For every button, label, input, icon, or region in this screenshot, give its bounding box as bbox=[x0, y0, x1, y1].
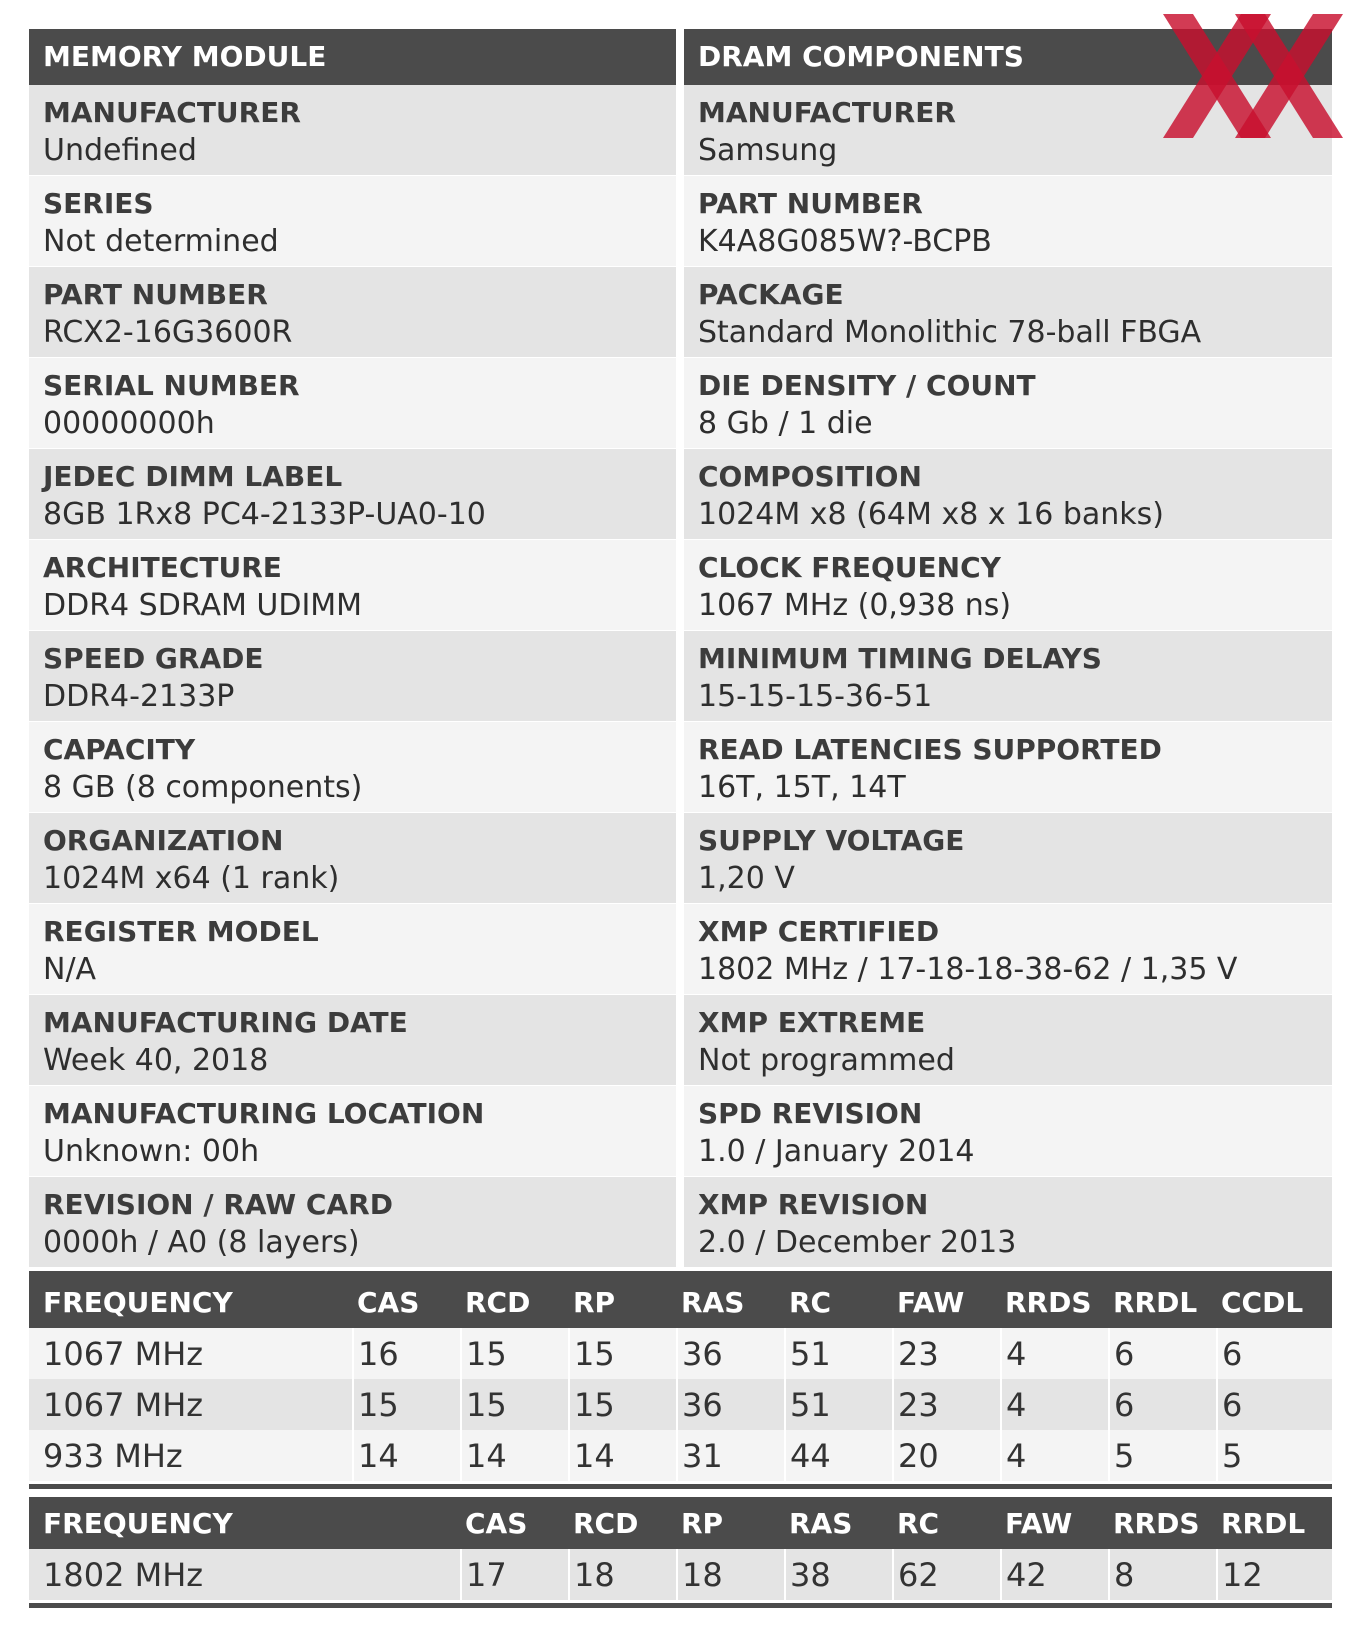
field-label: REGISTER MODEL bbox=[43, 915, 319, 948]
field-value: 2.0 / December 2013 bbox=[698, 1225, 1017, 1260]
field-value: 1.0 / January 2014 bbox=[698, 1134, 975, 1169]
column-header: RAS bbox=[785, 1497, 893, 1549]
column-header: CAS bbox=[353, 1276, 461, 1328]
table-cell: 51 bbox=[785, 1328, 893, 1379]
field-value: Not determined bbox=[43, 224, 279, 259]
table-cell: 23 bbox=[893, 1328, 1001, 1379]
table-cell: 16 bbox=[353, 1328, 461, 1379]
memory-module-field bbox=[29, 904, 676, 995]
field-label: DIE DENSITY / COUNT bbox=[698, 369, 1036, 402]
memory-module-field bbox=[29, 813, 676, 904]
field-value: 8 Gb / 1 die bbox=[698, 406, 873, 441]
dram-component-field bbox=[684, 995, 1332, 1086]
table-cell: 18 bbox=[677, 1549, 785, 1600]
field-label: CAPACITY bbox=[43, 733, 196, 766]
column-header: CAS bbox=[461, 1497, 569, 1549]
table-cell: 6 bbox=[1217, 1379, 1332, 1430]
field-value: 00000000h bbox=[43, 406, 215, 441]
field-label: PART NUMBER bbox=[698, 187, 923, 220]
table-cell: 51 bbox=[785, 1379, 893, 1430]
table-cell: 4 bbox=[1001, 1430, 1109, 1481]
column-header: RRDL bbox=[1109, 1276, 1217, 1328]
memory-module-header: MEMORY MODULE bbox=[29, 29, 676, 85]
table-cell: 12 bbox=[1217, 1549, 1332, 1600]
column-header: CCDL bbox=[1217, 1276, 1332, 1328]
table-cell: 20 bbox=[893, 1430, 1001, 1481]
field-value: 1,20 V bbox=[698, 861, 795, 896]
field-label: READ LATENCIES SUPPORTED bbox=[698, 733, 1162, 766]
table-cell: 14 bbox=[461, 1430, 569, 1481]
column-header: FAW bbox=[893, 1276, 1001, 1328]
dram-component-field bbox=[684, 176, 1332, 267]
memory-module-field bbox=[29, 1086, 676, 1177]
table-row bbox=[29, 1549, 1332, 1600]
field-value: K4A8G085W?-BCPB bbox=[698, 224, 992, 259]
table-cell: 18 bbox=[569, 1549, 677, 1600]
field-value: DDR4 SDRAM UDIMM bbox=[43, 588, 363, 623]
field-label: JEDEC DIMM LABEL bbox=[43, 460, 343, 493]
field-label: ARCHITECTURE bbox=[43, 551, 282, 584]
column-header: RRDL bbox=[1217, 1497, 1332, 1549]
column-header: RC bbox=[785, 1276, 893, 1328]
table-cell: 17 bbox=[461, 1549, 569, 1600]
memory-module-field bbox=[29, 358, 676, 449]
field-label: MANUFACTURER bbox=[698, 96, 956, 129]
field-value: Week 40, 2018 bbox=[43, 1043, 269, 1078]
table-cell: 1067 MHz bbox=[29, 1379, 353, 1430]
field-label: COMPOSITION bbox=[698, 460, 922, 493]
column-header: RCD bbox=[461, 1276, 569, 1328]
dram-component-field bbox=[684, 358, 1332, 449]
table-row bbox=[29, 1430, 1332, 1481]
field-value: 16T, 15T, 14T bbox=[698, 770, 906, 805]
table-cell: 8 bbox=[1109, 1549, 1217, 1600]
dram-component-field bbox=[684, 267, 1332, 358]
dram-component-field bbox=[684, 1086, 1332, 1177]
field-label: PACKAGE bbox=[698, 278, 844, 311]
table-cell: 15 bbox=[353, 1379, 461, 1430]
field-label: XMP CERTIFIED bbox=[698, 915, 940, 948]
field-value: 15-15-15-36-51 bbox=[698, 679, 933, 714]
field-value: Undefined bbox=[43, 133, 197, 168]
dram-component-field bbox=[684, 631, 1332, 722]
table-cell: 15 bbox=[569, 1379, 677, 1430]
dram-component-field bbox=[684, 449, 1332, 540]
memory-module-field bbox=[29, 449, 676, 540]
section-divider bbox=[29, 1603, 1332, 1608]
memory-module-field bbox=[29, 176, 676, 267]
table-cell: 38 bbox=[785, 1549, 893, 1600]
table-cell: 23 bbox=[893, 1379, 1001, 1430]
xmp-timing-header-row bbox=[29, 1497, 1332, 1549]
memory-module-field bbox=[29, 995, 676, 1086]
table-cell: 4 bbox=[1001, 1328, 1109, 1379]
field-value: DDR4-2133P bbox=[43, 679, 235, 714]
field-label: SERIES bbox=[43, 187, 154, 220]
table-cell: 44 bbox=[785, 1430, 893, 1481]
dram-component-field bbox=[684, 722, 1332, 813]
field-value: Samsung bbox=[698, 133, 838, 168]
spd-sheet bbox=[29, 29, 1332, 1608]
table-row bbox=[29, 1328, 1332, 1379]
table-cell: 1067 MHz bbox=[29, 1328, 353, 1379]
field-value: 1024M x64 (1 rank) bbox=[43, 861, 340, 896]
field-label: MINIMUM TIMING DELAYS bbox=[698, 642, 1102, 675]
column-header: RRDS bbox=[1001, 1276, 1109, 1328]
field-label: CLOCK FREQUENCY bbox=[698, 551, 1001, 584]
field-value: 8 GB (8 components) bbox=[43, 770, 363, 805]
memory-module-field bbox=[29, 1177, 676, 1268]
field-value: 1802 MHz / 17-18-18-38-62 / 1,35 V bbox=[698, 952, 1238, 987]
field-value: 1067 MHz (0,938 ns) bbox=[698, 588, 1012, 623]
memory-module-field bbox=[29, 85, 676, 176]
xx-logo-icon bbox=[1163, 14, 1343, 138]
column-header: FAW bbox=[1001, 1497, 1109, 1549]
field-label: MANUFACTURER bbox=[43, 96, 301, 129]
field-label: SERIAL NUMBER bbox=[43, 369, 300, 402]
memory-module-field bbox=[29, 631, 676, 722]
dram-component-field bbox=[684, 813, 1332, 904]
field-label: SPD REVISION bbox=[698, 1097, 923, 1130]
table-cell: 15 bbox=[461, 1379, 569, 1430]
column-header: RC bbox=[893, 1497, 1001, 1549]
field-label: MANUFACTURING LOCATION bbox=[43, 1097, 485, 1130]
table-cell: 933 MHz bbox=[29, 1430, 353, 1481]
table-cell: 62 bbox=[893, 1549, 1001, 1600]
column-header: FREQUENCY bbox=[29, 1276, 353, 1328]
field-label: SPEED GRADE bbox=[43, 642, 264, 675]
field-value: 8GB 1Rx8 PC4-2133P-UA0-10 bbox=[43, 497, 486, 532]
column-header: RP bbox=[677, 1497, 785, 1549]
memory-module-field bbox=[29, 267, 676, 358]
table-cell: 15 bbox=[569, 1328, 677, 1379]
column-header: RAS bbox=[677, 1276, 785, 1328]
memory-module-field bbox=[29, 540, 676, 631]
column-header: RCD bbox=[569, 1497, 677, 1549]
table-cell: 36 bbox=[677, 1379, 785, 1430]
table-cell: 14 bbox=[569, 1430, 677, 1481]
table-cell: 42 bbox=[1001, 1549, 1109, 1600]
column-header: RP bbox=[569, 1276, 677, 1328]
field-value: Unknown: 00h bbox=[43, 1134, 260, 1169]
table-cell: 6 bbox=[1109, 1379, 1217, 1430]
table-cell: 5 bbox=[1217, 1430, 1332, 1481]
table-cell: 31 bbox=[677, 1430, 785, 1481]
dram-component-field bbox=[684, 904, 1332, 995]
spd-info-grid bbox=[29, 29, 1332, 1268]
field-label: REVISION / RAW CARD bbox=[43, 1188, 393, 1221]
table-cell: 14 bbox=[353, 1430, 461, 1481]
dram-component-field bbox=[684, 540, 1332, 631]
table-cell: 4 bbox=[1001, 1379, 1109, 1430]
dram-components-header: DRAM COMPONENTS bbox=[684, 29, 1332, 85]
field-label: SUPPLY VOLTAGE bbox=[698, 824, 965, 857]
field-value: Standard Monolithic 78-ball FBGA bbox=[698, 315, 1202, 350]
field-label: PART NUMBER bbox=[43, 278, 268, 311]
field-value: 1024M x8 (64M x8 x 16 banks) bbox=[698, 497, 1164, 532]
jedec-timing-table bbox=[29, 1276, 1332, 1481]
table-cell: 5 bbox=[1109, 1430, 1217, 1481]
table-cell: 36 bbox=[677, 1328, 785, 1379]
xmp-timing-table bbox=[29, 1497, 1332, 1600]
field-label: XMP REVISION bbox=[698, 1188, 929, 1221]
jedec-timing-header-row bbox=[29, 1276, 1332, 1328]
memory-module-field bbox=[29, 722, 676, 813]
table-cell: 6 bbox=[1109, 1328, 1217, 1379]
dram-component-field bbox=[684, 1177, 1332, 1268]
table-cell: 15 bbox=[461, 1328, 569, 1379]
field-value: N/A bbox=[43, 952, 97, 987]
column-header: FREQUENCY bbox=[29, 1497, 461, 1549]
field-value: 0000h / A0 (8 layers) bbox=[43, 1225, 360, 1260]
field-label: ORGANIZATION bbox=[43, 824, 284, 857]
field-label: MANUFACTURING DATE bbox=[43, 1006, 408, 1039]
field-value: RCX2-16G3600R bbox=[43, 315, 293, 350]
table-cell: 6 bbox=[1217, 1328, 1332, 1379]
field-label: XMP EXTREME bbox=[698, 1006, 926, 1039]
field-value: Not programmed bbox=[698, 1043, 955, 1078]
table-cell: 1802 MHz bbox=[29, 1549, 461, 1600]
column-header: RRDS bbox=[1109, 1497, 1217, 1549]
table-row bbox=[29, 1379, 1332, 1430]
